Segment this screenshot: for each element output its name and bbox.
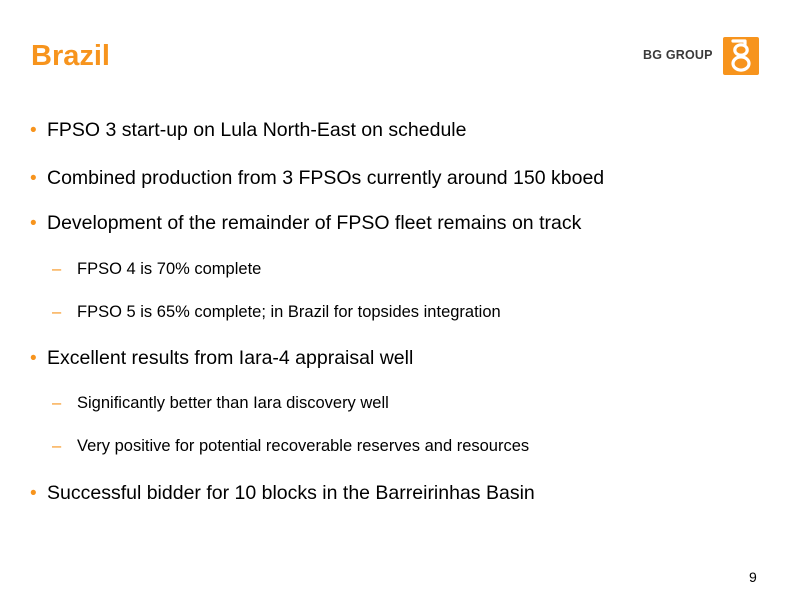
bullet-marker: • (30, 168, 37, 189)
sub-list-item (52, 437, 529, 456)
dash-marker: – (52, 260, 62, 278)
bullet-text: FPSO 3 start-up on Lula North-East on schedule (47, 119, 467, 141)
page-number: 9 (749, 569, 757, 585)
list-item (30, 167, 604, 190)
logo-mark-icon (723, 37, 759, 75)
bullet-text: Excellent results from Iara-4 appraisal well (47, 347, 414, 369)
dash-marker: – (52, 437, 62, 455)
bullet-marker: • (30, 483, 37, 504)
slide-title: Brazil (31, 40, 110, 72)
sub-list-item (52, 260, 261, 279)
dash-marker: – (52, 303, 62, 321)
list-item (30, 119, 466, 142)
bullet-marker: • (30, 120, 37, 141)
bullet-text: Combined production from 3 FPSOs currently around 150 kboed (47, 167, 605, 189)
bullet-marker: • (30, 348, 37, 369)
logo-g-glyph-icon (723, 37, 759, 75)
sub-bullet-text: FPSO 5 is 65% complete; in Brazil for topsides integration (77, 303, 501, 321)
sub-bullet-text: Significantly better than Iara discovery well (77, 394, 389, 412)
list-item (30, 347, 413, 370)
bullet-text: Development of the remainder of FPSO fleet remains on track (47, 212, 582, 234)
logo-text: BG GROUP (643, 48, 713, 62)
sub-list-item (52, 303, 501, 322)
bullet-marker: • (30, 213, 37, 234)
dash-marker: – (52, 394, 62, 412)
sub-list-item (52, 394, 389, 413)
list-item (30, 482, 535, 505)
bullet-text: Successful bidder for 10 blocks in the Barreirinhas Basin (47, 482, 535, 504)
list-item (30, 212, 581, 235)
sub-bullet-text: Very positive for potential recoverable reserves and resources (77, 437, 530, 455)
sub-bullet-text: FPSO 4 is 70% complete (77, 260, 262, 278)
